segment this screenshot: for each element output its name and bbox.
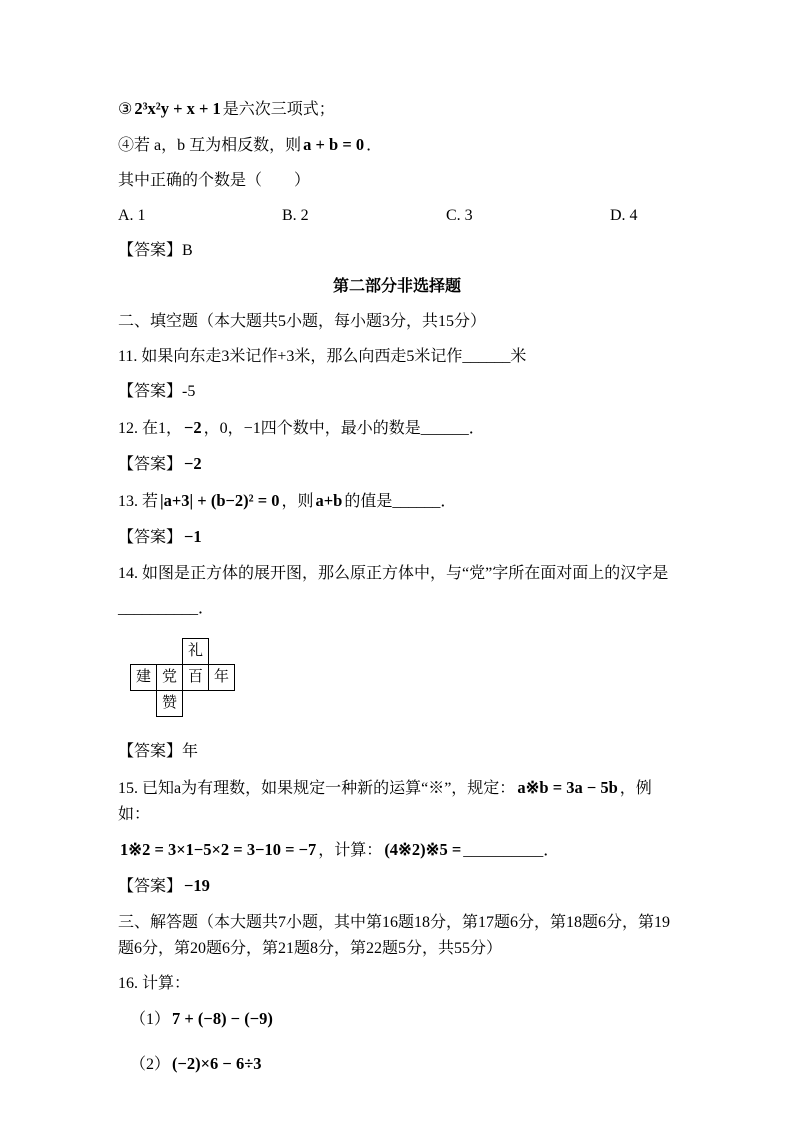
question-13-formula-2: a+b (315, 491, 343, 510)
sub1-label: （1） (130, 1011, 171, 1028)
answer-line-choice (118, 238, 676, 264)
answer-line-12 (118, 451, 676, 478)
statement-4-marker: ④ (118, 137, 135, 154)
answer-value: −1 (184, 527, 202, 546)
question-12-text2: ，0，−1四个数中，最小的数是______． (203, 420, 485, 437)
question-15-formula-3: (4※2)※5 = (384, 840, 462, 859)
question-16-sub2 (118, 1051, 676, 1078)
question-12-text: 12. 在1， (118, 420, 183, 437)
question-15-blank: __________． (463, 842, 560, 859)
part2-title: 第二部分非选择题 (332, 278, 461, 295)
statement-3-formula: 2³x²y + x + 1 (134, 99, 221, 118)
question-16: 16. 计算： (118, 975, 191, 992)
question-13-formula-1: |a+3| + (b−2)² = 0 (160, 491, 280, 510)
statement-4-text: 若 a，b 互为相反数，则 (134, 137, 302, 154)
answer-label: 【答案】 (118, 878, 183, 895)
question-13-text: 13. 若 (118, 493, 159, 510)
answer-line-15 (118, 873, 676, 900)
answer-label: 【答案】 (118, 383, 183, 400)
sub2-label: （2） (130, 1056, 171, 1073)
choice-c: C. 3 (446, 207, 473, 224)
answer-value: -5 (182, 383, 196, 400)
sub1-formula: 7 + (−8) − (−9) (172, 1009, 273, 1028)
answer-line-13 (118, 524, 676, 551)
answer-value: B (182, 242, 193, 259)
answer-line-14 (118, 739, 676, 765)
question-15-text: 15. 已知a为有理数，如果规定一种新的运算“※”，规定： (118, 780, 516, 797)
statement-4-formula: a + b = 0 (303, 135, 365, 154)
cube-net-diagram (130, 638, 676, 719)
cube-cell-zan: 赞 (156, 690, 183, 717)
solve-section-header: 三、解答题（本大题共7小题，其中第16题18分，第17题6分，第18题6分，第19题6分，第20题6分，第21题8分，第22题5分，共55分） (118, 914, 671, 957)
sub2-formula: (−2)×6 − 6÷3 (172, 1054, 262, 1073)
answer-value: −19 (184, 876, 210, 895)
question-16-sub1 (118, 1006, 676, 1033)
question-13-text2: ，则 (281, 493, 314, 510)
choice-a: A. 1 (118, 207, 146, 224)
cube-cell-jian: 建 (130, 664, 157, 691)
question-15-line2 (118, 837, 676, 864)
fill-in-section-header: 二、填空题（本大题共5小题，每小题3分，共15分） (118, 313, 487, 330)
statement-3-text: 是六次三项式； (222, 101, 335, 118)
cube-cell-li: 礼 (182, 638, 209, 665)
answer-value: 年 (182, 743, 199, 760)
cube-cell-nian: 年 (208, 664, 235, 691)
count-question: 其中正确的个数是（ ） (118, 172, 311, 189)
question-15-line1 (118, 775, 676, 828)
question-15-text3: ，计算： (318, 842, 383, 859)
statement-3-marker: ③ (118, 101, 133, 118)
choice-b: B. 2 (282, 207, 309, 224)
question-12 (118, 415, 676, 442)
statement-4 (118, 132, 676, 159)
question-11: 11. 如果向东走3米记作+3米，那么向西走5米记作______米 (118, 348, 527, 365)
question-13 (118, 488, 676, 515)
question-13-text3: 的值是______． (344, 493, 457, 510)
answer-label: 【答案】 (118, 456, 183, 473)
question-14-blank: __________． (118, 600, 215, 617)
question-15-formula-1: a※b = 3a − 5b (517, 778, 618, 797)
question-15-formula-2: 1※2 = 3×1−5×2 = 3−10 = −7 (120, 840, 317, 859)
question-14: 14. 如图是正方体的展开图，那么原正方体中，与“党”字所在面对面上的汉字是 (118, 565, 669, 582)
choice-d: D. 4 (610, 207, 638, 224)
statement-4-period: ． (366, 137, 383, 154)
cube-cell-bai: 百 (182, 664, 209, 691)
answer-line-11 (118, 379, 676, 405)
answer-label: 【答案】 (118, 529, 183, 546)
question-15-text2: ，例如： (118, 780, 652, 823)
cube-cell-dang: 党 (156, 664, 183, 691)
choice-row (118, 203, 676, 229)
answer-value: −2 (184, 454, 202, 473)
answer-label: 【答案】 (118, 743, 183, 760)
answer-label: 【答案】 (118, 242, 183, 259)
question-12-formula: −2 (184, 418, 202, 437)
statement-3 (118, 96, 676, 123)
